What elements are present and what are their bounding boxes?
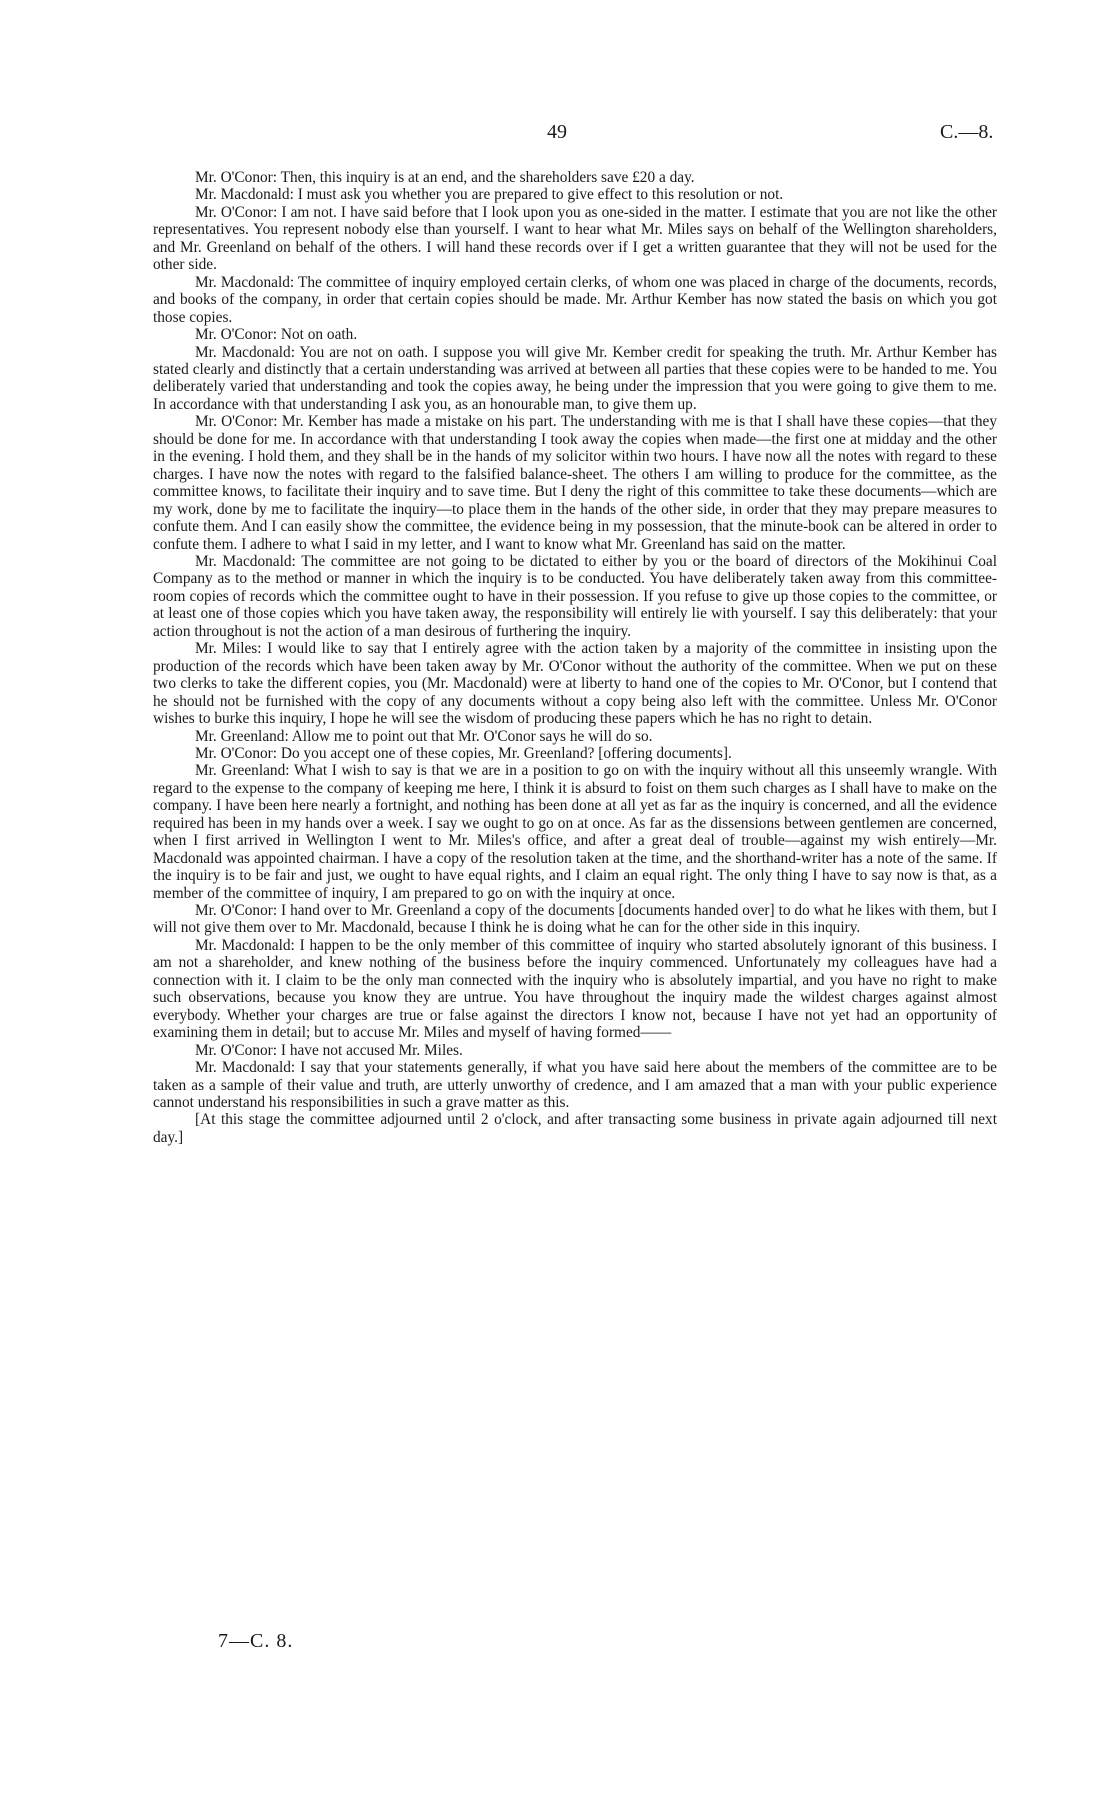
paragraph: Mr. Greenland: Allow me to point out that Mr. O'Conor says he will do so. [195, 727, 653, 745]
printer-signature: 7—C. 8. [218, 1630, 294, 1652]
paragraph: Mr. Greenland: What I wish to say is that we are in a position to go on with the inquiry without all this unseemly wrangle. With regard to the expense to the company of keeping me here, I think it is absurd to foist on them such charges as I shall have to make on the company. I have been here nearly a fortnight, and nothing has been done at all yet as far as the inquiry is concerned, and all the evidence required has been in my hands over a week. I say we ought to go on at once. As far as the dissensions between gentlemen are concerned, when I first arrived in Wellington I went to Mr. Miles's office, and after a great deal of trouble—against my wish entirely—Mr. Macdonald was appointed chairman. I have a copy of the resolution taken at the time, and the shorthand-writer has a note of the same. If the inquiry is to be fair and just, we ought to have equal rights, and I claim an equal right. The only thing I have to say now is that, as a member of the committee of inquiry, I am prepared to go on with the inquiry at once. [153, 762, 997, 902]
paragraph: Mr. Macdonald: You are not on oath. I suppose you will give Mr. Kember credit for speaking the truth. Mr. Arthur Kember has stated clearly and distinctly that a certain understanding was arrived at between all parties that these copies were to be handed to me. You deliberately varied that understanding and took the copies away, he being under the impression that you were going to give them to me. In accordance with that understanding I ask you, as an honourable man, to give them up. [153, 343, 997, 413]
closing-note: [At this stage the committee adjourned until 2 o'clock, and after transacting some business in private again adjourned till next day.] [153, 1111, 997, 1146]
paragraph: Mr. O'Conor: Mr. Kember has made a mistake on his part. The understanding with me is that I shall have these copies—that they should be done for me. In accordance with that understanding I took away the copies when made—the first one at midday and the other in the evening. I hold them, and they shall be in the hands of my solicitor within two hours. I have now all the notes with regard to these charges. I have now the notes with regard to the falsified balance-sheet. The others I am willing to produce for the committee, as the committee knows, to facilitate their inquiry and to save time. But I deny the right of this committee to take these documents—which are my work, done by me to facilitate the inquiry—to place them in the hands of the other side, in order that they may prepare measures to confute them. And I can easily show the committee, the evidence being in my possession, that the minute-book can be altered in order to confute them. I adhere to what I said in my letter, and I want to know what Mr. Greenland has said on the matter. [153, 413, 997, 553]
page-number: 49 [547, 121, 567, 143]
paragraph: Mr. O'Conor: Then, this inquiry is at an end, and the shareholders save £20 a day. [195, 169, 695, 186]
paragraph: Mr. Miles: I would like to say that I entirely agree with the action taken by a majority of the committee in insisting upon the production of the records which have been taken away by Mr. O'Conor without the authority of the committee. When we put on these two clerks to take the different copies, you (Mr. Macdonald) were at liberty to hand one of the copies to Mr. O'Conor, but I contend that he should not be furnished with the copy of any documents without a copy being also left with the committee. Unless Mr. O'Conor wishes to burke this inquiry, I hope he will see the wisdom of producing these papers which he has no right to detain. [153, 640, 997, 728]
paragraph: Mr. Macdonald: I say that your statements generally, if what you have said here about the members of the committee are to be taken as a sample of their value and truth, are utterly unworthy of credence, and I am amazed that a man with your public experience cannot understand his responsibilities in such a grave matter as this. [153, 1059, 997, 1112]
paragraph: Mr. Macdonald: I happen to be the only member of this committee of inquiry who started absolutely ignorant of this business. I am not a shareholder, and knew nothing of the business before the inquiry commenced. Unfortunately my colleagues have had a connection with it. I claim to be the only man connected with the inquiry who is absolutely impartial, and you have no right to make such observations, because you know they are untrue. You have throughout the inquiry made the wildest charges against almost everybody. Whether your charges are true or false against the directors I know not, because I have not yet had an opportunity of examining them in detail; but to accuse Mr. Miles and myself of having formed—— [153, 936, 997, 1042]
paragraph: Mr. O'Conor: I hand over to Mr. Greenland a copy of the documents [documents handed over] to do what he likes with them, but I will not give them over to Mr. Macdonald, because I think he is doing what he can for the other side in this inquiry. [153, 902, 997, 937]
paragraph: Mr. Macdonald: The committee are not going to be dictated to either by you or the board of directors of the Mokihinui Coal Company as to the method or manner in which the inquiry is to be conducted. You have deliberately taken away from this committee-room copies of records which the committee ought to have in their possession. If you refuse to give up those copies to the committee, or at least one of those copies which you have taken away, the responsibility will entirely lie with yourself. I say this deliberately: that your action throughout is not the action of a man desirous of furthering the inquiry. [153, 552, 997, 640]
paragraph: Mr. O'Conor: I am not. I have said before that I look upon you as one-sided in the matter. I estimate that you are not like the other representatives. You represent nobody else than yourself. I want to hear what Mr. Miles says on behalf of the Wellington shareholders, and Mr. Greenland on behalf of the others. I will hand these records over if I get a written guarantee that they will not be used for the other side. [153, 203, 997, 274]
paragraph: Mr. Macdonald: The committee of inquiry employed certain clerks, of whom one was placed in charge of the documents, records, and books of the company, in order that certain copies should be made. Mr. Arthur Kember has now stated the basis on which you got those copies. [153, 273, 997, 326]
document-body [153, 169, 997, 1146]
paragraph: Mr. Macdonald: I must ask you whether you are prepared to give effect to this resolution or not. [195, 186, 784, 204]
document-reference: C.—8. [940, 121, 994, 143]
paragraph: Mr. O'Conor: I have not accused Mr. Miles. [195, 1041, 463, 1059]
paragraph: Mr. O'Conor: Not on oath. [195, 326, 358, 344]
paragraph: Mr. O'Conor: Do you accept one of these copies, Mr. Greenland? [offering documents]. [195, 744, 732, 762]
